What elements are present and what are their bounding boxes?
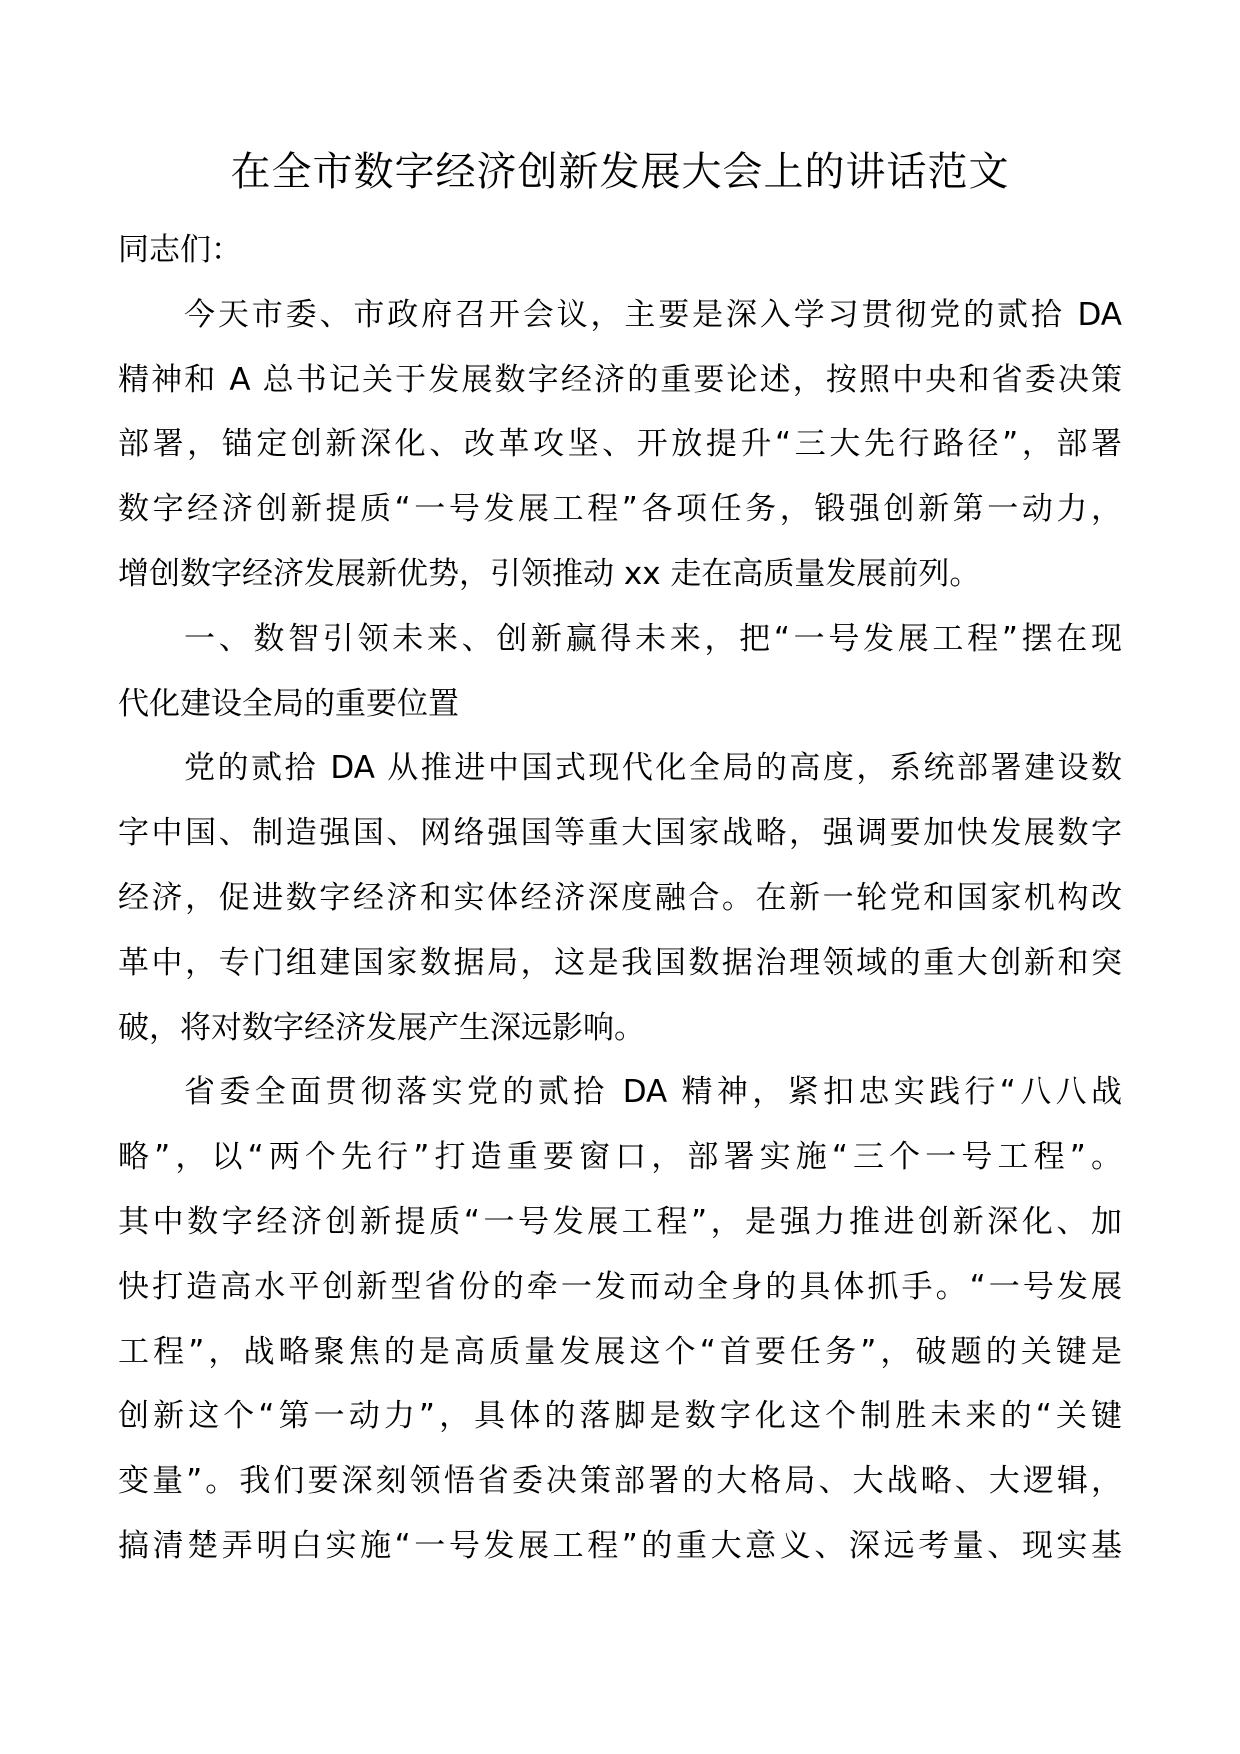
text-line: 党的贰拾 DA 从推进中国式现代化全局的高度，系统部署建设数 bbox=[184, 750, 1122, 787]
text-line: 精神和 A 总书记关于发展数字经济的重要论述，按照中央和省委决策 bbox=[118, 361, 1122, 398]
text-line: 代化建设全局的重要位置 bbox=[118, 685, 459, 722]
text-line: 革中，专门组建国家数据局，这是我国数据治理领域的重大创新和突 bbox=[118, 944, 1122, 981]
text-line: 搞清楚弄明白实施“一号发展工程”的重大意义、深远考量、现实基 bbox=[118, 1527, 1122, 1564]
text-line: 今天市委、市政府召开会议，主要是深入学习贯彻党的贰拾 DA bbox=[184, 296, 1122, 333]
text-line: 部署，锚定创新深化、改革攻坚、开放提升“三大先行路径”，部署 bbox=[118, 426, 1122, 463]
text-line: 省委全面贯彻落实党的贰拾 DA 精神，紧扣忠实践行“八八战 bbox=[184, 1074, 1122, 1111]
document-title: 在全市数字经济创新发展大会上的讲话范文 bbox=[230, 149, 1010, 195]
text-line: 字中国、制造强国、网络强国等重大国家战略，强调要加快发展数字 bbox=[118, 815, 1122, 852]
text-line: 略”，以“两个先行”打造重要窗口，部署实施“三个一号工程”。 bbox=[118, 1139, 1122, 1176]
text-line: 其中数字经济创新提质“一号发展工程”，是强力推进创新深化、加 bbox=[118, 1203, 1122, 1240]
text-line: 破，将对数字经济发展产生深远影响。 bbox=[118, 1009, 645, 1046]
text-line: 快打造高水平创新型省份的牵一发而动全身的具体抓手。“一号发展 bbox=[118, 1268, 1122, 1305]
text-line: 数字经济创新提质“一号发展工程”各项任务，锻强创新第一动力， bbox=[118, 491, 1122, 528]
text-line: 增创数字经济发展新优势，引领推动 xx 走在高质量发展前列。 bbox=[118, 555, 981, 592]
document-body bbox=[118, 218, 1122, 1579]
text-line: 同志们： bbox=[118, 232, 242, 268]
text-line: 创新这个“第一动力”，具体的落脚是数字化这个制胜未来的“关键 bbox=[118, 1398, 1122, 1435]
text-line: 一、数智引领未来、创新赢得未来，把“一号发展工程”摆在现 bbox=[184, 620, 1122, 657]
text-line: 工程”，战略聚焦的是高质量发展这个“首要任务”，破题的关键是 bbox=[118, 1333, 1122, 1370]
text-line: 变量”。我们要深刻领悟省委决策部署的大格局、大战略、大逻辑， bbox=[118, 1463, 1122, 1500]
text-line: 经济，促进数字经济和实体经济深度融合。在新一轮党和国家机构改 bbox=[118, 879, 1122, 916]
